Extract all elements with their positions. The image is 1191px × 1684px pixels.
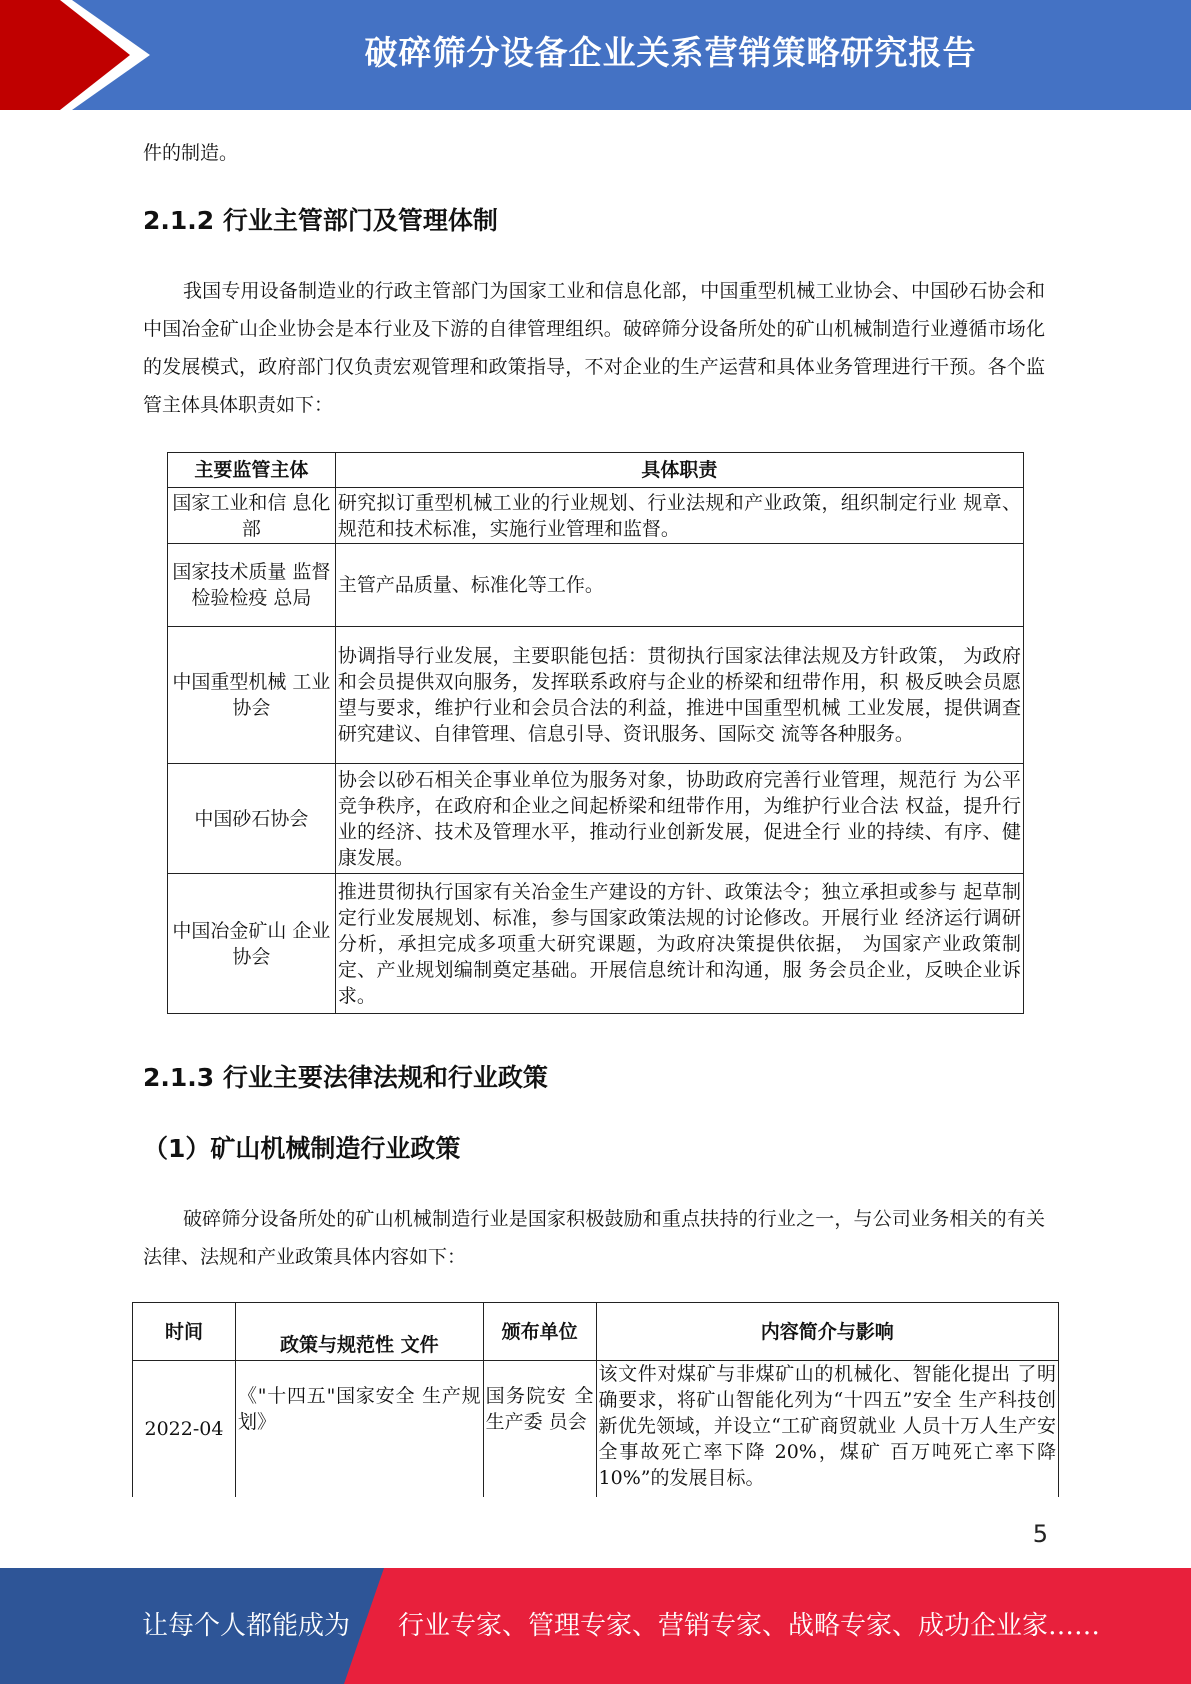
- regulator-duty: 推进贯彻执行国家有关冶金生产建设的方针、政策法令；独立承担或参与 起草制定行业发展规划、标准，参与国家政策法规的讨论修改。开展行业 经济运行调研分析，承担完成多项重大研究课题，为政府决策提供依据， 为国家产业政策制定、产业规划编制奠定基础。开展信息统计和沟通，服 务会员企业，反映企业诉求。: [335, 874, 1023, 1014]
- table-row: [168, 764, 1024, 874]
- section-212-paragraph: 我国专用设备制造业的行政主管部门为国家工业和信息化部，中国重型机械工业协会、中国砂石协会和中国冶金矿山企业协会是本行业及下游的自律管理组织。破碎筛分设备所处的矿山机械制造行业遵循市场化的发展模式，政府部门仅负责宏观管理和政策指导，不对企业的生产运营和具体业务管理进行干预。各个监管主体具体职责如下：: [143, 280, 1045, 416]
- policy-table: [132, 1302, 1059, 1497]
- regulator-name: 中国重型机械 工业协会: [168, 627, 336, 764]
- regulator-name: 国家工业和信 息化部: [168, 488, 336, 544]
- footer-right-slogan: 行业专家、管理专家、营销专家、战略专家、成功企业家……: [398, 1611, 1101, 1641]
- table-row: [168, 627, 1024, 764]
- table-header-cell: 内容简介与影响: [596, 1303, 1058, 1361]
- page-number: 5: [1032, 1520, 1048, 1548]
- policy-document: 《"十四五"国家安全 生产规划》: [235, 1361, 483, 1497]
- page-header: [0, 0, 1191, 110]
- table-header-cell: 颁布单位: [483, 1303, 596, 1361]
- table-row: [168, 488, 1024, 544]
- regulator-duty: 主管产品质量、标准化等工作。: [335, 544, 1023, 627]
- page-footer: [0, 1568, 1191, 1684]
- table-header-cell: 时间: [133, 1303, 236, 1361]
- intro-fragment: 件的制造。: [143, 142, 239, 164]
- section-213-heading: 2.1.3 行业主要法律法规和行业政策: [143, 1063, 548, 1092]
- footer-left-slogan: 让每个人都能成为: [142, 1611, 351, 1641]
- header-chevron-decoration: [0, 0, 150, 110]
- table-row: [168, 544, 1024, 627]
- table-row: [133, 1361, 1059, 1497]
- policy-time: 2022-04: [133, 1361, 236, 1497]
- table-header-row: [168, 453, 1024, 488]
- regulator-name: 中国冶金矿山 企业协会: [168, 874, 336, 1014]
- regulator-name: 国家技术质量 监督检验检疫 总局: [168, 544, 336, 627]
- policy-summary: 该文件对煤矿与非煤矿山的机械化、智能化提出 了明确要求，将矿山智能化列为“十四五”安全 生产科技创新优先领域，并设立“工矿商贸就业 人员十万人生产安全事故死亡率下降 20%，煤矿 百万吨死亡率下降 10%”的发展目标。: [596, 1361, 1058, 1497]
- table-header-cell: 政策与规范性 文件: [235, 1303, 483, 1361]
- regulator-duty: 协调指导行业发展，主要职能包括：贯彻执行国家法律法规及方针政策， 为政府和会员提供双向服务，发挥联系政府与企业的桥梁和纽带作用，积 极反映会员愿望与要求，维护行业和会员合法的利益，推进中国重型机械 工业发展，提供调查研究建议、自律管理、信息引导、资讯服务、国际交 流等各种服务。: [335, 627, 1023, 764]
- table-row: [168, 874, 1024, 1014]
- regulators-table: [167, 452, 1024, 1014]
- regulator-duty: 协会以砂石相关企事业单位为服务对象，协助政府完善行业管理，规范行 为公平竞争秩序，在政府和企业之间起桥梁和纽带作用，为维护行业合法 权益，提升行业的经济、技术及管理水平，推动行业创新发展，促进全行 业的持续、有序、健康发展。: [335, 764, 1023, 874]
- section-1-heading: （1）矿山机械制造行业政策: [143, 1134, 461, 1163]
- table-header-cell: 主要监管主体: [168, 453, 336, 488]
- regulator-name: 中国砂石协会: [168, 764, 336, 874]
- policy-issuer: 国务院安 全生产委 员会: [483, 1361, 596, 1497]
- section-1-paragraph: 破碎筛分设备所处的矿山机械制造行业是国家积极鼓励和重点扶持的行业之一，与公司业务相关的有关法律、法规和产业政策具体内容如下：: [143, 1208, 1045, 1268]
- regulator-duty: 研究拟订重型机械工业的行业规划、行业法规和产业政策，组织制定行业 规章、规范和技术标准，实施行业管理和监督。: [335, 488, 1023, 544]
- table-header-cell: 具体职责: [335, 453, 1023, 488]
- table-header-row: [133, 1303, 1059, 1361]
- section-212-heading: 2.1.2 行业主管部门及管理体制: [143, 206, 498, 235]
- header-title: 破碎筛分设备企业关系营销策略研究报告: [364, 33, 977, 72]
